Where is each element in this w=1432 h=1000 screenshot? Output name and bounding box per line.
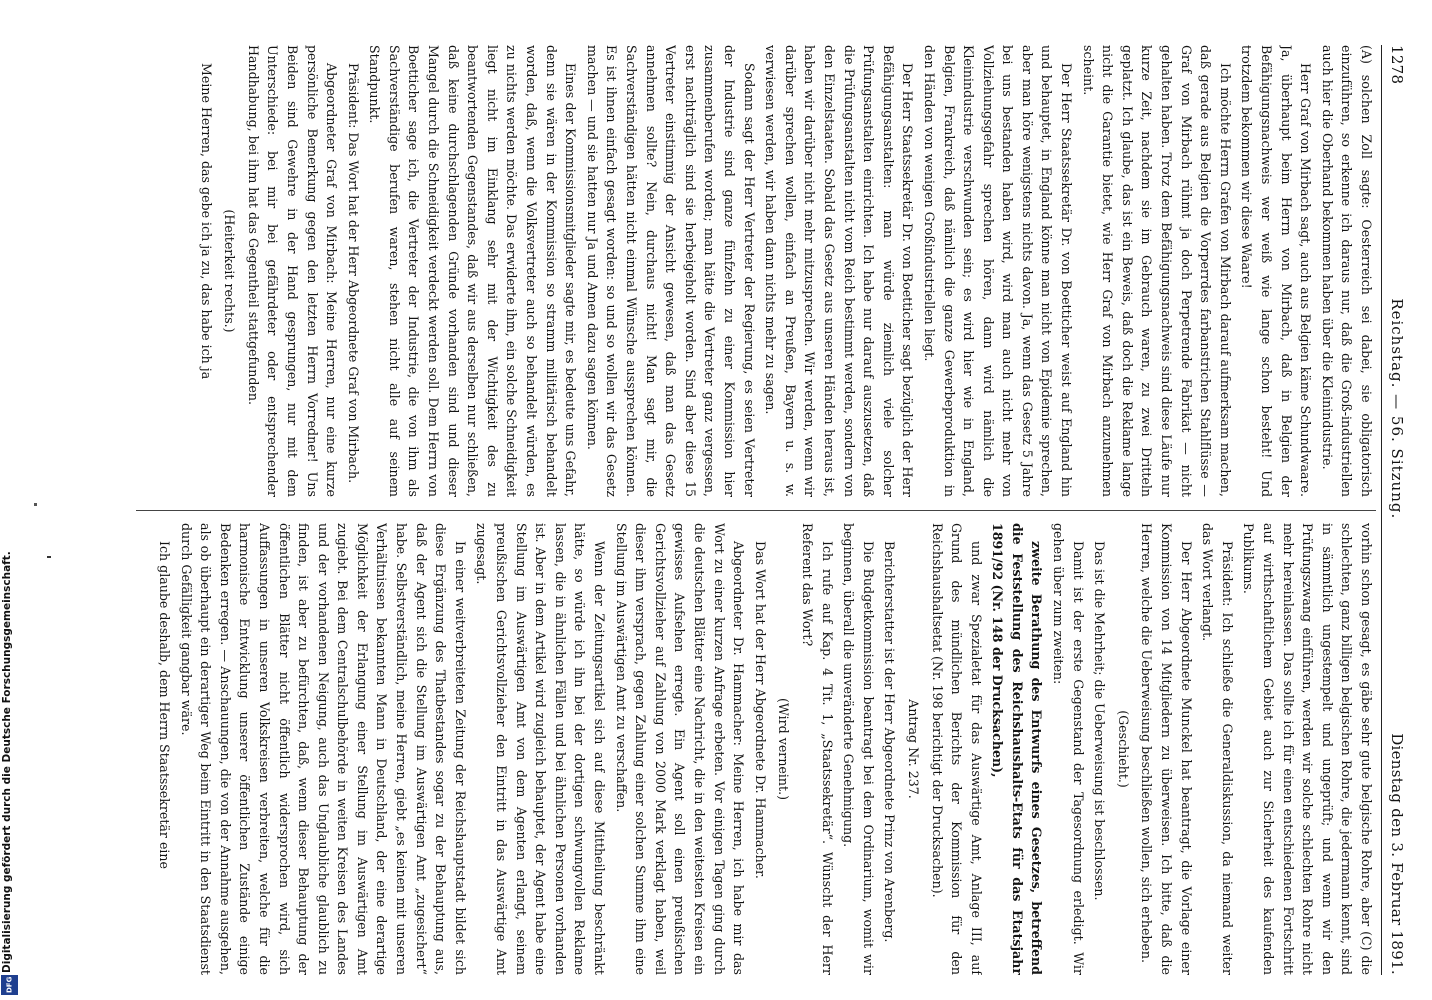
- paragraph: Wenn der Zeitungsartikel sich auf diese Mittheilung beschränkt hätte, so würde ich ihn bei der dortigen schwungvollen Reklame lassen, die in ähnlichen Fällen und bei ähnlichen Personen vorhanden ist. Aber in dem Artikel wird zugleich behauptet, der Agent habe eine Stellung im Auswärtigen Amt von dem Agenten erlangt, seinem preußischen Gerichtsvollzieher den Eintritt in das Auswärtige Amt zugesagt.: [474, 523, 608, 975]
- paragraph: Das Wort hat der Herr Abgeordnete Dr. Hammacher.: [752, 541, 768, 879]
- paragraph: Der Herr Staatssekretär Dr. von Boetticher weist auf England hin und behauptet, in England könne man nicht von Epidemie sprechen, aber man höre wenigstens nichts davon. Ja, wenn das Gesetz 5 Jahre bei uns bestanden haben wird, wird man auch nicht mehr von Vollziehungsgefahr sprechen hören, dann wird nämlich die Kleinindustrie verschwunden sein; es wird hier wie in England, Belgien, Frankreich, daß nämlich die ganze Gewerbeproduktion in den Händen von wenigen Großindustriellen liegt.: [921, 45, 1075, 497]
- paragraph: Das ist die Mehrheit; die Ueberweisung ist beschlossen.: [1092, 541, 1108, 901]
- interjection: (Geschieht.): [1115, 710, 1131, 788]
- paragraph: vorhin schon gesagt, es gäbe sehr gute belgische Rohre, aber (C) die schlechten, ganz billigen belgischen Rohre, die jedermann kennt, sind in sämmtlich ungestempelt und ungeprüft; und wenn wir den Prüfungszwang einführen, werden wir solche schlechten Rohre nicht mehr hereinlassen. Das sollte ich für einen entschiedenen Fortschritt auf wirthschaftlichem Gebiet auch zur Sicherheit des kaufenden Publikums.: [1241, 523, 1374, 975]
- agenda-item: zweite Berathung des Entwurfs eines Gesetzes, betreffend die Feststellung des Reichshaushalts-Etats für das Etatsjahr 1891/92 (Nr. 148 der Drucksachen),: [990, 523, 1045, 975]
- column-divider: [136, 510, 1376, 511]
- speaker-paragraph: Abgeordneter Graf von Mirbach: Meine Herren, nur eine kurze persönliche Bemerkung gegen den letzten Herrn Vorredner! Uns Beiden sind Gewehre in der Hand gesprungen, nur mit dem Unterschiede: bei mir bei gefährdeter oder entsprechender Handhabung, bei ihm hat das Gegentheil stattgefunden.: [245, 45, 340, 497]
- page-header: [1384, 45, 1410, 975]
- digitization-credit: Digitalisierung gefördert durch die Deutsche Forschungsgemeinschaft.: [1, 551, 13, 973]
- paragraph: Sodann sagt der Herr Vertreter der Regierung, es seien Vertreter der Industrie sind ganze fünfzehn zu einer Kommission hier zusammenberufen worden; man hätte die Vertreter ganz vergessen, erst nachträglich sind sie herbeigeholt worden. Sind aber diese 15 Vertreter einstimmig der Ansicht gewesen, daß man das Gesetz annehmen sollte? Nein, durchaus nicht! Man sagt mir, die Sachverständigen hätten nicht einmal Wünsche aussprechen können. Es ist ihnen einfach gesagt worden: so und so wollen wir das Gesetz machen — und sie hatten nur Ja und Amen dazu sagen können.: [584, 45, 757, 497]
- paragraph: Der Herr Staatssekretär Dr. von Boetticher sagt bezüglich der Herr Befähigungsanstalten: man würde ziemlich viele solcher Prüfungsanstalten einrichten. Ich habe nur darauf auszusetzen, daß die Prüfungsanstalten nicht vom Reich bestimmt werden, sondern von den Einzelstaaten. Sobald das Gesetz aus unseren Händen heraus ist, haben wir darüber nicht mehr mitzusprechen. Wir werden, wenn wir darüber sprechen wollen, einfach an Preußen, Bayern u. s. w. verwiesen werden, wir haben dann nichts mehr zu sagen.: [763, 45, 916, 497]
- interjection: (Heiterkeit rechts.): [222, 209, 238, 333]
- left-text-column: [126, 45, 1376, 497]
- paragraph: Ich möchte Herrn Grafen von Mirbach darauf aufmerksam machen, daß gerade aus Belgien die Vorperrdes farbanstrichen Stahlflüsse — Graf von Mirbach rühmt ja doch Perpetrende Fabrikat — nicht gehalten haben. Trotz dem Befähigungsnachweis sind diese Läufe nur kurze Zeit, nachdem sie im Gebrauch waren, zu zwei Dritteln geplatzt. Ich glaube, das ist ein Beweis, daß doch die Reklame lange nicht die Garantie bietet, wie Herr Graf von Mirbach anzunehmen scheint.: [1080, 45, 1233, 497]
- motion-reference: Antrag Nr. 237.: [905, 699, 921, 799]
- interjection: (Wird verneint.): [776, 697, 792, 801]
- scan-mark: [34, 503, 37, 506]
- paragraph: Damit ist der erste Gegenstand der Tagesordnung erledigt. Wir gehen über zum zweiten:: [1051, 523, 1086, 975]
- paragraph: Ich rufe auf Kap. 4 Tit. 1, „Staatssekretär“. Wünscht der Herr Referent das Wort?: [799, 523, 835, 975]
- paragraph: und zwar Spezialetat für das Auswärtige Amt, Anlage III, auf Grund des mündlichen Berichts der Kommission für den Reichshaushaltsetat (Nr. 198 berichtigt der Drucksachen).: [929, 523, 984, 975]
- paragraph: (A) solchen Zoll sagte: Oesterreich sei dabei, sie obligatorisch einzuführen, so erkenne ich daraus nur, daß die Groß-industriellen auch hier die Oberhand bekommen haben über die Kleinindustrie.: [1319, 45, 1374, 497]
- speaker-paragraph: Präsident: Ich schließe die Generaldiskussion, da niemand weiter das Wort verlangt.: [1200, 523, 1235, 975]
- dfg-logo-icon: DFG: [1, 975, 18, 995]
- paragraph: Die Budgetkommission beantragt bei dem Ordinarium, womit wir beginnen, überall die unveränderte Genehmigung.: [841, 523, 876, 975]
- paragraph: Eines der Kommissionsmitglieder sagte mir, es bedeute uns Gefahr, denn sie wären in der Kommission so stramm militärisch behandelt worden, daß, wenn die Volksvertreter auch so behandelt würden, es zu nichts werden möchte. Das erwiderte ihm, ein solche Schneidigkeit liegt nicht im Einklang sehr mit der Wichtigkeit des zu beantwortenden Gegenstandes, daß wir aus derselben nur schließen, daß keine durchschlagenden Gründe vorhanden sind und dieser Mangel durch die Schneidigkeit verdeckt werden soll. Dem Herrn von Boetticher sage ich, die Vertreter der Industrie, die von ihm als Sachverständige berufen waren, stehen nicht alle auf seinem Standpunkt.: [367, 45, 579, 497]
- paragraph: Herr Graf von Mirbach sagt, auch aus Belgien käme Schundwaare. Ja, überhaupt beim Herrn von Mirbach, daß in Belgien der Befähigungsnachweis wer weiß wie lange schon besteht! Und trotzdem bekommen wir diese Waare!: [1239, 45, 1314, 497]
- speaker-paragraph: Präsident: Das Wort hat der Herr Abgeordnete Graf von Mirbach.: [345, 63, 361, 484]
- paragraph: Ich glaube deshalb, dem Herrn Staatssekretär eine: [156, 541, 172, 869]
- session-title: Reichstag. — 56. Sitzung.: [1388, 298, 1406, 520]
- paragraph: Der Herr Abgeordnete Munckel hat beantragt, die Vorlage einer Kommission von 14 Mitgliedern zu überweisen. Ich bitte, daß die Herren, welche die Ueberweisung beschließen wollen, sich erheben.: [1139, 523, 1194, 975]
- session-date: Dienstag den 3. Februar 1891.: [1388, 733, 1406, 975]
- right-text-column: [126, 523, 1376, 975]
- page-number: 1278: [1388, 45, 1406, 85]
- rotated-document-page: [110, 45, 1410, 975]
- scan-mark: [47, 556, 51, 558]
- paragraph: Meine Herren, das gebe ich ja zu, das habe ich ja: [198, 63, 214, 380]
- speaker-paragraph: Abgeordneter Dr. Hammacher: Meine Herren, ich habe mir das Wort zu einer kurzen Anfrage erbeten. Vor einigen Tagen ging durch die deutschen Blätter eine Nachricht, die in den weitesten Kreisen ein gewisses Aufsehen erregte. Ein Agent soll einen preußischen Gerichtsvollzieher auf Zahlung von 2000 Mark verklagt haben, weil dieser ihm versprach, gegen Zahlung einer solchen Summe ihm eine Stellung im Auswärtigen Amt zu verschaffen.: [613, 523, 747, 975]
- paragraph: In einer weitverbreiteten Zeitung der Reichshauptstadt bildet sich diese Ergänzung des Thatbestandes sogar zu der Behauptung aus, daß der Agent sich die Stellung im Auswärtigen Amt „zugesichert“ habe. Selbstverständlich, meine Herren, giebt „es keinen mit unseren Verhältnissen bekannten Mann in Deutschland, der eine derartige Möglichkeit der Erlangung einer Stellung im Auswärtigen Amt zugiebt. Bei dem Centralschulbehörde in weiten Kreisen des Landes und der vorhandenen Neigung, auch das Unglaubliche glaublich zu finden, ist aber zu befürchten, daß, wenn dieser Behauptung der öffentlichen Blätter nicht öffentlich widersprochen wird, sich Auffassungen in unseren Volkskreisen verbreiten, welche für die harmonische Entwicklung unserer öffentlichen Zustände einige Bedenken erregen. — Anschauungen, die von der Annahme ausgehen, als ob überhaupt ein derartiger Weg beim Eintritt in den Staatsdienst durch Gefälligkeit gangbar wäre.: [178, 523, 468, 975]
- header-rule: [1381, 45, 1382, 975]
- paragraph: Berichterstatter ist der Herr Abgeordnete Prinz von Arenberg.: [882, 541, 898, 943]
- footer-strip: [0, 0, 22, 1000]
